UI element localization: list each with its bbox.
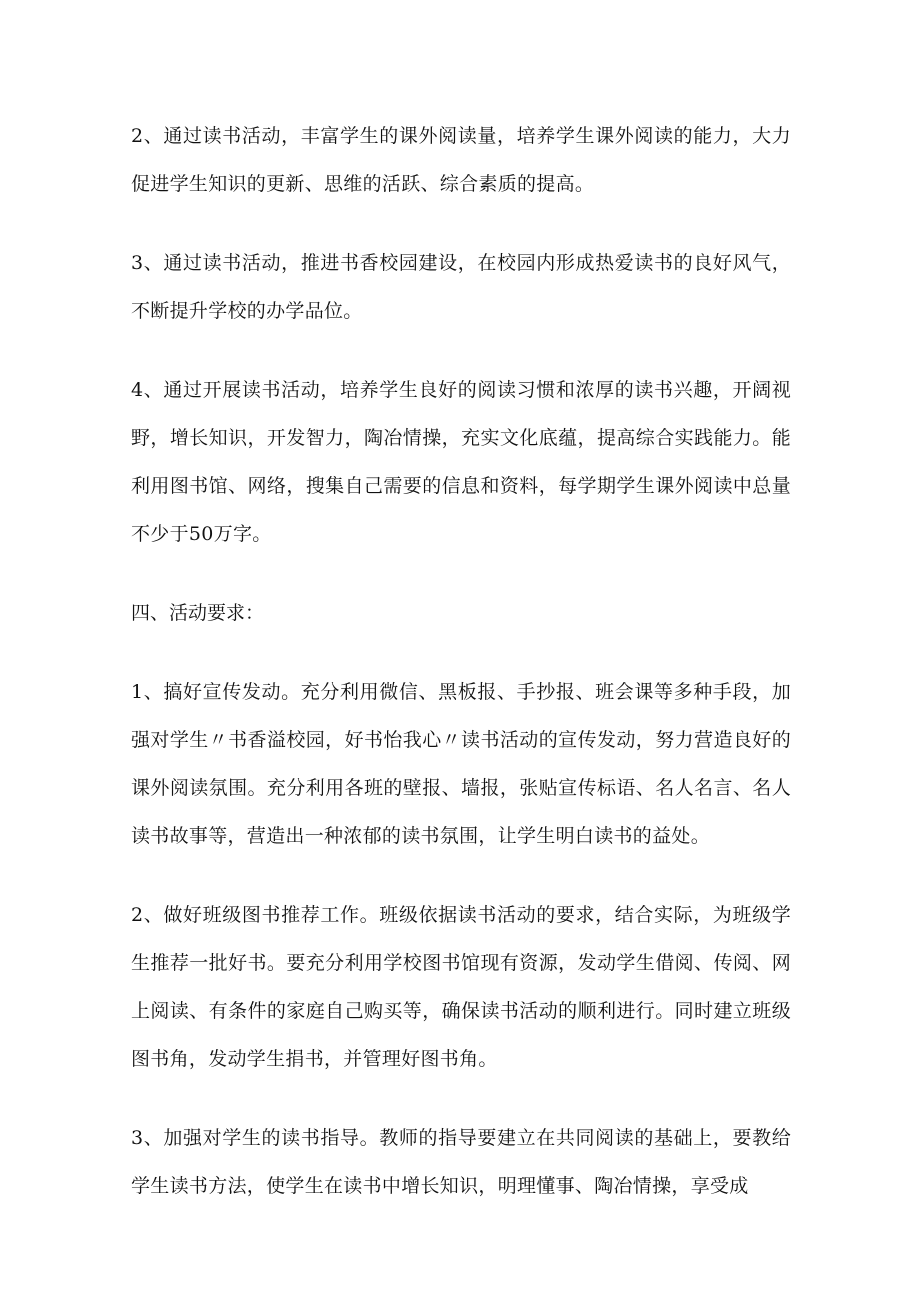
objective-paragraph-3: 3、通过读书活动，推进书香校园建设，在校园内形成热爱读书的良好风气，不断提升学校的办学品位。 (131, 252, 791, 322)
requirement-paragraph-1: 1、搞好宣传发动。充分利用微信、黑板报、手抄报、班会课等多种手段，加强对学生〃书香溢校园，好书怡我心〃读书活动的宣传发动，努力营造良好的课外阅读氛围。充分利用各班的壁报、墙报，张贴宣传标语、名人名言、名人读书故事等，营造出一种浓郁的读书氛围，让学生明白读书的益处。 (131, 681, 791, 847)
section-heading: 四、活动要求： (131, 602, 265, 624)
objective-paragraph-2: 2、通过读书活动，丰富学生的课外阅读量，培养学生课外阅读的能力，大力促进学生知识的更新、思维的活跃、综合素质的提高。 (131, 125, 791, 195)
requirement-paragraph-2: 2、做好班级图书推荐工作。班级依据读书活动的要求，结合实际，为班级学生推荐一批好书。要充分利用学校图书馆现有资源，发动学生借阅、传阅、网上阅读、有条件的家庭自己购买等，确保读书活动的顺利进行。同时建立班级图书角，发动学生捐书，并管理好图书角。 (131, 904, 791, 1070)
document-body (131, 112, 791, 1241)
objective-paragraph-4: 4、通过开展读书活动，培养学生良好的阅读习惯和浓厚的读书兴趣，开阔视野，增长知识，开发智力，陶冶情操，充实文化底蕴，提高综合实践能力。能利用图书馆、网络，搜集自己需要的信息和资料，每学期学生课外阅读中总量不少于50万字。 (131, 379, 791, 545)
requirement-paragraph-3: 3、加强对学生的读书指导。教师的指导要建立在共同阅读的基础上，要教给学生读书方法，使学生在读书中增长知识，明理懂事、陶冶情操，享受成 (131, 1127, 791, 1197)
